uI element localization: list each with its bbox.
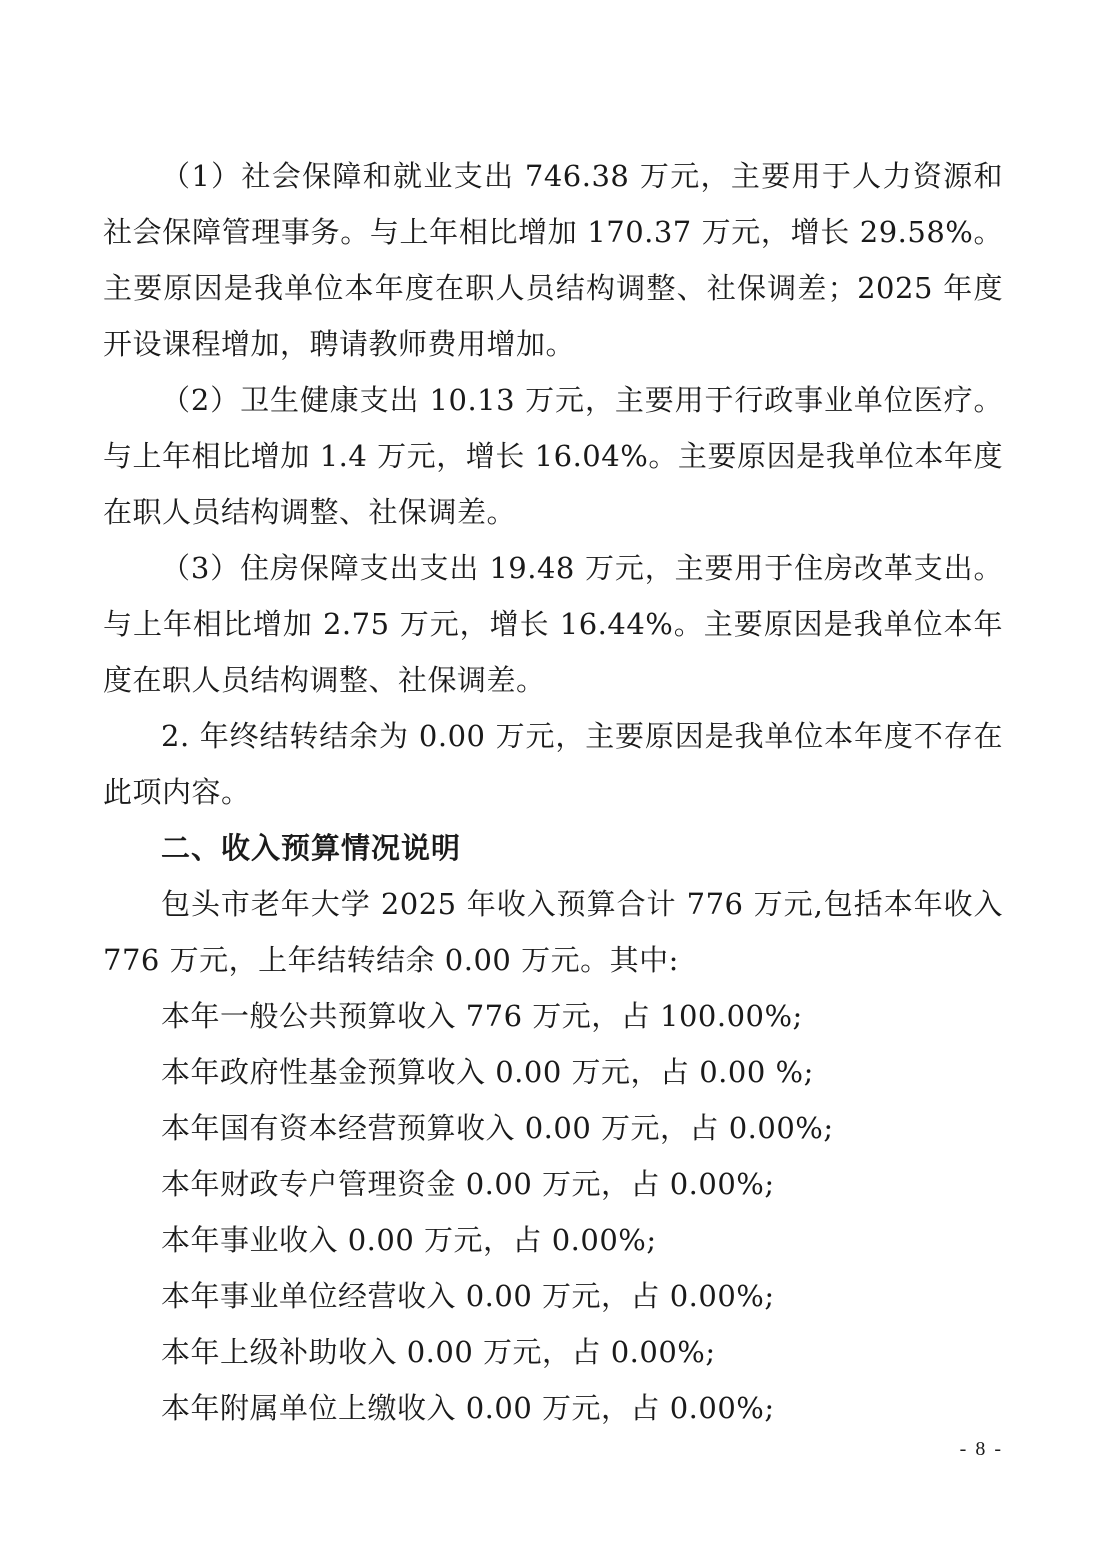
- income-item: 本年上级补助收入 0.00 万元，占 0.00%;: [161, 1335, 716, 1369]
- income-intro: 包头市老年大学 2025 年收入预算合计 776 万元,包括本年收入 776 万元，上年结转结余 0.00 万元。其中:: [103, 887, 1003, 977]
- page-number: - 8 -: [959, 1438, 1003, 1460]
- paragraph-health: （2）卫生健康支出 10.13 万元，主要用于行政事业单位医疗。与上年相比增加 1.4 万元，增长 16.04%。主要原因是我单位本年度在职人员结构调整、社保调差。: [103, 383, 1003, 529]
- income-item: 本年一般公共预算收入 776 万元，占 100.00%;: [161, 999, 803, 1033]
- income-item: 本年国有资本经营预算收入 0.00 万元，占 0.00%;: [161, 1111, 834, 1145]
- income-item: 本年政府性基金预算收入 0.00 万元，占 0.00 %;: [161, 1055, 814, 1089]
- income-item: 本年事业单位经营收入 0.00 万元，占 0.00%;: [161, 1279, 775, 1313]
- income-item: 本年事业收入 0.00 万元，占 0.00%;: [161, 1223, 657, 1257]
- paragraph-social-security: （1）社会保障和就业支出 746.38 万元，主要用于人力资源和社会保障管理事务。与上年相比增加 170.37 万元，增长 29.58%。主要原因是我单位本年度在职人员结构调整、社保调差；2025 年度开设课程增加，聘请教师费用增加。: [103, 159, 1003, 361]
- paragraph-carryover: 2. 年终结转结余为 0.00 万元，主要原因是我单位本年度不存在此项内容。: [103, 719, 1003, 809]
- income-item: 本年附属单位上缴收入 0.00 万元，占 0.00%;: [161, 1391, 775, 1425]
- income-item: 本年财政专户管理资金 0.00 万元，占 0.00%;: [161, 1167, 775, 1201]
- section-heading: 二、收入预算情况说明: [161, 831, 462, 865]
- document-body: [103, 148, 1003, 1436]
- paragraph-housing: （3）住房保障支出支出 19.48 万元，主要用于住房改革支出。与上年相比增加 2.75 万元，增长 16.44%。主要原因是我单位本年度在职人员结构调整、社保调差。: [103, 551, 1003, 697]
